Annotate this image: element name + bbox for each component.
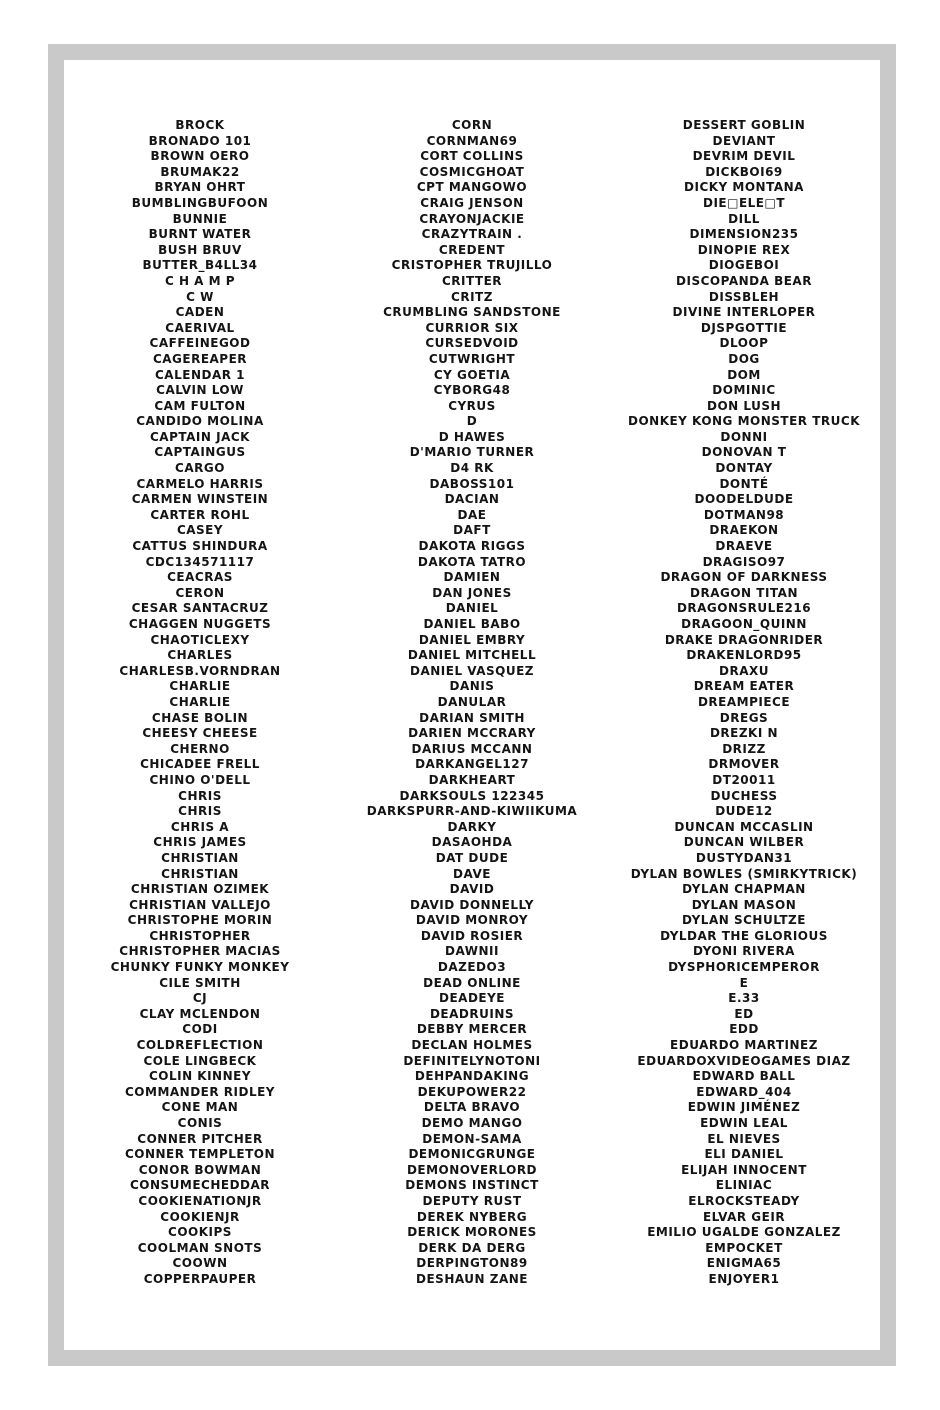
credit-name: E.33 xyxy=(728,991,760,1006)
credit-name: DEMONOVERLORD xyxy=(406,1162,538,1177)
credit-name: DREGS xyxy=(719,710,769,725)
credit-name: CONE MAN xyxy=(161,1100,239,1115)
credit-name: DAFT xyxy=(453,523,491,538)
credit-name: EMPOCKET xyxy=(705,1240,783,1255)
credit-name: CHAOTICLEXY xyxy=(150,632,250,647)
credit-name: BUMBLINGBUFOON xyxy=(131,195,269,210)
credits-page-frame xyxy=(48,44,896,1366)
credit-name: DARKSPURR-AND-KIWIIKUMA xyxy=(366,804,578,819)
credit-name: CEACRAS xyxy=(167,570,233,585)
credit-name: DOG xyxy=(728,351,760,366)
credit-name: DESSERT GOBLIN xyxy=(682,118,806,132)
credit-name: CARGO xyxy=(175,461,225,476)
credit-name: CHAGGEN NUGGETS xyxy=(128,617,272,631)
credit-name: DRAKENLORD95 xyxy=(686,648,802,663)
credit-name: DONNI xyxy=(720,429,768,444)
credit-name: COOLMAN SNOTS xyxy=(137,1240,263,1255)
credit-name: DARKY xyxy=(447,819,497,834)
credit-name: CHRIS A xyxy=(170,819,230,834)
credit-name: CRUMBLING SANDSTONE xyxy=(383,305,561,320)
credit-name: DEMONICGRUNGE xyxy=(408,1147,536,1162)
credit-name: EDWIN LEAL xyxy=(700,1116,788,1130)
credit-name: CORNMAN69 xyxy=(426,133,518,148)
credit-name: CASEY xyxy=(176,523,224,538)
credit-name: DAKOTA RIGGS xyxy=(418,539,526,554)
credit-name: EDWARD BALL xyxy=(692,1069,796,1084)
credit-name: DLOOP xyxy=(719,336,769,351)
credit-name: C H A M P xyxy=(164,273,236,288)
credit-name: COOKIENATIONJR xyxy=(138,1193,262,1208)
credit-name: DESHAUN ZANE xyxy=(416,1271,528,1286)
credit-name: DAKOTA TATRO xyxy=(417,554,527,569)
credit-name: CHRIS xyxy=(178,788,222,803)
credit-name: CALVIN LOW xyxy=(156,383,244,398)
credit-name: BRYAN OHRT xyxy=(154,180,246,195)
credit-name: D'MARIO TURNER xyxy=(409,445,535,460)
credit-name: COSMICGHOAT xyxy=(419,164,525,179)
credit-name: DYLDAR THE GLORIOUS xyxy=(660,928,828,943)
credit-name: EMILIO UGALDE GONZALEZ xyxy=(647,1225,841,1240)
credit-name: DYLAN SCHULTZE xyxy=(682,913,806,928)
credit-name: COLIN KINNEY xyxy=(148,1069,252,1084)
credit-name: CESAR SANTACRUZ xyxy=(131,601,269,616)
credit-name: DEVRIM DEVIL xyxy=(692,149,796,164)
credit-name: CAERIVAL xyxy=(165,320,235,335)
credit-name: EDD xyxy=(729,1022,759,1037)
credit-name: DUNCAN WILBER xyxy=(683,835,805,850)
credit-name: DAT DUDE xyxy=(435,850,509,865)
credit-name: BUTTER_B4LL34 xyxy=(142,258,258,273)
credit-name: ELIJAH INNOCENT xyxy=(681,1162,807,1177)
credit-name: DISCOPANDA BEAR xyxy=(676,273,812,288)
credit-name: DYLAN BOWLES (SMIRKYTRICK) xyxy=(630,866,858,881)
credit-name: DOMINIC xyxy=(712,383,776,398)
credit-name: BRUMAK22 xyxy=(160,164,240,179)
credit-name: D4 RK xyxy=(450,461,494,476)
credit-name: DON LUSH xyxy=(706,398,782,413)
credit-name: CJ xyxy=(192,991,208,1006)
credit-name: DOM xyxy=(727,367,761,382)
credit-name: DEREK NYBERG xyxy=(416,1209,528,1224)
credit-name: CAPTAIN JACK xyxy=(150,429,250,444)
credit-name: ENIGMA65 xyxy=(706,1256,782,1271)
credit-name: CONNER PITCHER xyxy=(137,1131,263,1146)
credit-name: ED xyxy=(734,1006,754,1021)
credit-name: DAN JONES xyxy=(432,585,512,600)
credit-name: DINOPIE REX xyxy=(697,242,791,257)
credit-name: DANIEL VASQUEZ xyxy=(409,663,535,678)
credit-name: DEVIANT xyxy=(712,133,776,148)
credit-name: DONOVAN T xyxy=(701,445,787,460)
credit-name: DECLAN HOLMES xyxy=(411,1038,533,1053)
credit-name: CHRISTOPHE MORIN xyxy=(127,913,273,928)
credit-name: DERPINGTON89 xyxy=(416,1256,528,1271)
credit-name: DACIAN xyxy=(444,492,500,507)
credit-name: CY GOETIA xyxy=(433,367,511,382)
credit-name: COPPERPAUPER xyxy=(143,1271,257,1286)
credit-name: DRMOVER xyxy=(708,757,780,772)
credit-name: CANDIDO MOLINA xyxy=(136,414,264,429)
credits-columns xyxy=(64,60,880,1350)
credit-name: DYONI RIVERA xyxy=(693,944,795,959)
credit-name: DUSTYDAN31 xyxy=(695,850,793,865)
credit-name: COLDREFLECTION xyxy=(136,1038,264,1053)
credit-name: DARKHEART xyxy=(428,772,516,787)
credit-name: DYSPHORICEMPEROR xyxy=(668,960,820,975)
credit-name: EDWIN JIMÉNEZ xyxy=(687,1100,801,1115)
credit-name: CONIS xyxy=(177,1116,223,1130)
credit-name: COOWN xyxy=(172,1256,228,1271)
credit-name: DAE xyxy=(457,507,487,522)
credit-name: DAMIEN xyxy=(443,570,501,585)
credit-name: CLAY MCLENDON xyxy=(139,1006,261,1021)
credit-name: CHRISTOPHER MACIAS xyxy=(119,944,281,959)
credit-name: BUNNIE xyxy=(172,211,228,226)
credit-name: DREAMPIECE xyxy=(697,694,791,709)
credit-name: ELVAR GEIR xyxy=(702,1209,786,1224)
credit-name: DEBBY MERCER xyxy=(416,1022,528,1037)
credit-name: CAPTAINGUS xyxy=(154,445,246,460)
credit-name: DARKANGEL127 xyxy=(415,757,529,772)
credit-name: DIMENSION235 xyxy=(689,227,799,242)
credit-name: CARTER ROHL xyxy=(150,507,250,522)
credit-name: CREDENT xyxy=(438,242,506,257)
credit-name: DARKSOULS 122345 xyxy=(399,788,545,803)
credit-name: DEADEYE xyxy=(439,991,505,1006)
credit-name: CHEESY CHEESE xyxy=(142,726,258,741)
credit-name: DEADRUINS xyxy=(429,1006,515,1021)
credit-name: DAVID MONROY xyxy=(415,913,529,928)
credit-name: DAZEDO3 xyxy=(437,960,507,975)
credit-name: DIOGEBOI xyxy=(708,258,780,273)
credit-name: EDWARD_404 xyxy=(696,1084,792,1099)
credit-name: DAWNII xyxy=(445,944,499,959)
credit-name: DARIEN MCCRARY xyxy=(408,726,536,741)
credit-name: CODI xyxy=(182,1022,218,1037)
credit-name: DAVID DONNELLY xyxy=(410,897,534,912)
credit-name: CHRIS xyxy=(178,804,222,819)
credit-name: EDUARDOXVIDEOGAMES DIAZ xyxy=(637,1053,851,1068)
credit-name: DICKBOI69 xyxy=(705,164,783,179)
credit-name: CHRISTIAN xyxy=(161,850,239,865)
credit-name: DYLAN MASON xyxy=(691,897,797,912)
credit-name: CARMELO HARRIS xyxy=(136,476,264,491)
credit-name: EL NIEVES xyxy=(707,1131,781,1146)
credit-name: DRAGON TITAN xyxy=(690,585,798,600)
credit-name: DEAD ONLINE xyxy=(423,975,521,990)
credit-name: CAFFEINEGOD xyxy=(149,336,251,351)
credit-name: DUDE12 xyxy=(715,804,773,819)
credit-name: DERICK MORONES xyxy=(407,1225,537,1240)
credit-name: CHRISTOPHER xyxy=(149,928,251,943)
credit-name: DUNCAN MCCASLIN xyxy=(674,819,814,834)
credit-name: BROWN OERO xyxy=(150,149,250,164)
credit-name: CUTWRIGHT xyxy=(428,351,516,366)
credit-name: DOTMAN98 xyxy=(703,507,785,522)
credit-name: DASAOHDA xyxy=(431,835,513,850)
credit-name: DYLAN CHAPMAN xyxy=(682,882,806,897)
credit-name: CRITTER xyxy=(441,273,503,288)
credit-name: DJSPGOTTIE xyxy=(700,320,788,335)
credit-name: DRAGOON_QUINN xyxy=(681,617,807,631)
credit-name: DOODELDUDE xyxy=(694,492,794,507)
credit-name: CATTUS SHINDURA xyxy=(132,539,268,554)
credit-name: BRONADO 101 xyxy=(148,133,252,148)
credit-name: E xyxy=(739,975,749,990)
credit-name: CYBORG48 xyxy=(433,383,511,398)
credit-name: DIVINE INTERLOPER xyxy=(672,305,816,320)
credit-name: CHRISTIAN xyxy=(161,866,239,881)
credit-name: EDUARDO MARTINEZ xyxy=(670,1038,818,1053)
credit-name: DRAKE DRAGONRIDER xyxy=(664,632,824,647)
credit-name: DRAEKON xyxy=(709,523,779,538)
credit-name: DRAGONSRULE216 xyxy=(676,601,812,616)
credit-name: D HAWES xyxy=(438,429,506,444)
credit-name: DANIEL MITCHELL xyxy=(407,648,537,663)
credit-name: ELI DANIEL xyxy=(704,1147,784,1162)
credit-name: C W xyxy=(186,289,214,304)
credit-name: CYRUS xyxy=(448,398,496,413)
credit-name: CPT MANGOWO xyxy=(416,180,528,195)
credit-name: DREZKI N xyxy=(709,726,779,741)
credit-name: CONOR BOWMAN xyxy=(138,1162,262,1177)
credit-name: COMMANDER RIDLEY xyxy=(125,1084,275,1099)
credit-name: CRITZ xyxy=(451,289,493,304)
credit-name: CHARLESB.VORNDRAN xyxy=(119,663,281,678)
credit-name: DISSBLEH xyxy=(708,289,780,304)
credit-name: CORN xyxy=(451,118,493,132)
credit-name: CHINO O'DELL xyxy=(149,772,251,787)
credit-name: CHICADEE FRELL xyxy=(140,757,260,772)
credit-name: CDC134571117 xyxy=(145,554,255,569)
credit-name: DT20011 xyxy=(712,772,776,787)
credit-name: DONKEY KONG MONSTER TRUCK xyxy=(627,414,860,429)
credit-name: DRAGON OF DARKNESS xyxy=(660,570,828,585)
credits-column-3 xyxy=(608,118,880,1288)
credit-name: ELINIAC xyxy=(715,1178,773,1193)
credit-name: DANIS xyxy=(449,679,495,694)
credit-name: CAM FULTON xyxy=(154,398,246,413)
credit-name: DANIEL EMBRY xyxy=(418,632,526,647)
credit-name: DERK DA DERG xyxy=(418,1240,526,1255)
credit-name: CHARLIE xyxy=(169,694,231,709)
credit-name: CRISTOPHER TRUJILLO xyxy=(391,258,553,273)
credit-name: DILL xyxy=(728,211,760,226)
credit-name: DEPUTY RUST xyxy=(422,1193,522,1208)
credit-name: CILE SMITH xyxy=(159,975,241,990)
credit-name: CRAZYTRAIN . xyxy=(421,227,523,242)
credit-name: DAVE xyxy=(453,866,491,881)
credit-name: DONTÉ xyxy=(719,476,769,491)
credit-name: DRIZZ xyxy=(722,741,766,756)
credit-name: CHRIS JAMES xyxy=(153,835,247,850)
credit-name: COLE LINGBECK xyxy=(143,1053,257,1068)
credit-name: DANULAR xyxy=(437,694,507,709)
credit-name: ENJOYER1 xyxy=(708,1271,780,1286)
credit-name: CALENDAR 1 xyxy=(155,367,245,382)
credit-name: DUCHESS xyxy=(710,788,778,803)
credit-name: COOKIENJR xyxy=(160,1209,240,1224)
credit-name: DONTAY xyxy=(715,461,773,476)
credit-name: DRAGISO97 xyxy=(702,554,786,569)
credit-name: COOKIPS xyxy=(168,1225,232,1240)
credit-name: CHRISTIAN OZIMEK xyxy=(130,882,270,897)
credit-name: DAVID xyxy=(449,882,495,897)
credit-name: DANIEL BABO xyxy=(423,617,521,631)
credit-name: DARIUS MCCANN xyxy=(411,741,533,756)
credit-name: CORT COLLINS xyxy=(420,149,524,164)
credit-name: DABOSS101 xyxy=(429,476,515,491)
credit-name: CONSUMECHEDDAR xyxy=(129,1178,271,1193)
credits-column-1 xyxy=(64,118,336,1288)
credit-name: DEMONS INSTINCT xyxy=(405,1178,539,1193)
credit-name: BURNT WATER xyxy=(148,227,252,242)
credit-name: CHARLES xyxy=(167,648,233,663)
credit-name: CHUNKY FUNKY MONKEY xyxy=(110,960,290,975)
credit-name: DICKY MONTANA xyxy=(684,180,804,195)
credit-name: CADEN xyxy=(175,305,225,320)
credit-name: DANIEL xyxy=(445,601,499,616)
credit-name: DEKUPOWER22 xyxy=(417,1084,527,1099)
credit-name: DRAEVE xyxy=(715,539,773,554)
credit-name: DEMON-SAMA xyxy=(422,1131,522,1146)
credit-name: DREAM EATER xyxy=(693,679,795,694)
credit-name: DRAXU xyxy=(719,663,769,678)
credit-name: CONNER TEMPLETON xyxy=(124,1147,276,1162)
credit-name: DAVID ROSIER xyxy=(420,928,524,943)
credit-name: BROCK xyxy=(175,118,225,132)
credit-name: DEFINITELYNOTONI xyxy=(403,1053,541,1068)
credit-name: CAGEREAPER xyxy=(152,351,248,366)
credit-name: CRAIG JENSON xyxy=(420,195,524,210)
credit-name: ELROCKSTEADY xyxy=(688,1193,800,1208)
credit-name: DIE□ELE□T xyxy=(702,195,786,210)
credit-name: CRAYONJACKIE xyxy=(419,211,525,226)
credit-name: CURRIOR SIX xyxy=(425,320,519,335)
credit-name: CHERNO xyxy=(170,741,230,756)
credit-name: CHASE BOLIN xyxy=(151,710,249,725)
credits-column-2 xyxy=(336,118,608,1288)
credit-name: DEHPANDAKING xyxy=(414,1069,530,1084)
credit-name: DARIAN SMITH xyxy=(419,710,525,725)
credit-name: DELTA BRAVO xyxy=(423,1100,521,1115)
credit-name: D xyxy=(466,414,478,429)
credit-name: CHRISTIAN VALLEJO xyxy=(129,897,271,912)
credit-name: CARMEN WINSTEIN xyxy=(131,492,269,507)
credit-name: CERON xyxy=(175,585,225,600)
credit-name: CURSEDVOID xyxy=(425,336,519,351)
credit-name: BUSH BRUV xyxy=(158,242,242,257)
credit-name: CHARLIE xyxy=(169,679,231,694)
credit-name: DEMO MANGO xyxy=(421,1116,523,1130)
